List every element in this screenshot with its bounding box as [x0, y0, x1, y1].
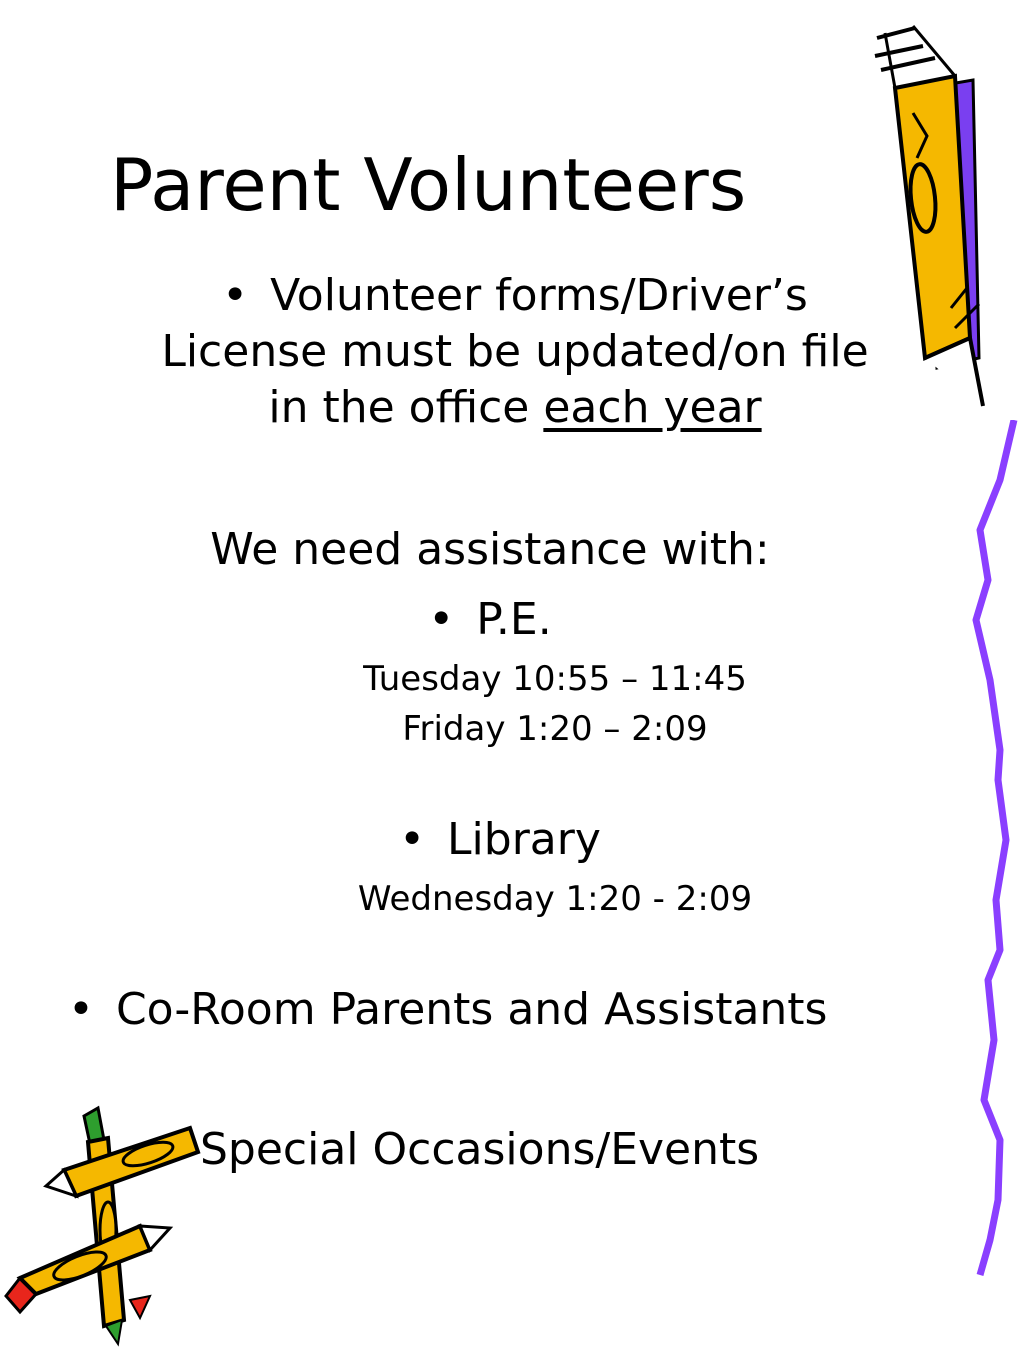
forms-bullet-line2: License must be updated/on file [161, 326, 869, 377]
library-times [305, 874, 805, 924]
bullet-marker: • [68, 984, 94, 1035]
bullet-marker: • [222, 270, 249, 321]
forms-bullet [110, 268, 920, 436]
bullet-marker: • [399, 814, 426, 865]
library-time-wednesday: Wednesday 1:20 - 2:09 [357, 879, 753, 919]
special-label: Special Occasions/Events [200, 1124, 760, 1175]
forms-bullet-line3 [110, 380, 920, 436]
co-room-label: Co-Room Parents and Assistants [115, 984, 828, 1035]
forms-line3-prefix: in the office [268, 382, 544, 433]
pencils-clipart-bottom-left [0, 1100, 220, 1350]
pe-label: P.E. [476, 594, 552, 645]
pe-bullet [320, 592, 660, 648]
slide-title: Parent Volunteers [110, 143, 747, 227]
library-bullet [330, 812, 670, 868]
pe-time-tuesday: Tuesday 10:55 – 11:45 [363, 659, 747, 699]
pe-time-friday: Friday 1:20 – 2:09 [402, 709, 708, 749]
pencil-clipart-top-right [855, 18, 995, 418]
co-room-bullet [60, 982, 940, 1038]
squiggle-border-right [970, 420, 1020, 1280]
bullet-marker: • [428, 594, 455, 645]
forms-line3-emphasis: each year [543, 382, 762, 433]
forms-bullet-line1 [110, 268, 920, 324]
forms-line1-text: Volunteer forms/Driver’s [270, 270, 808, 321]
pe-times [330, 654, 780, 754]
assistance-heading: We need assistance with: [210, 524, 770, 575]
special-bullet [200, 1122, 900, 1178]
squiggle-line [976, 420, 1014, 1275]
library-label: Library [447, 814, 601, 865]
